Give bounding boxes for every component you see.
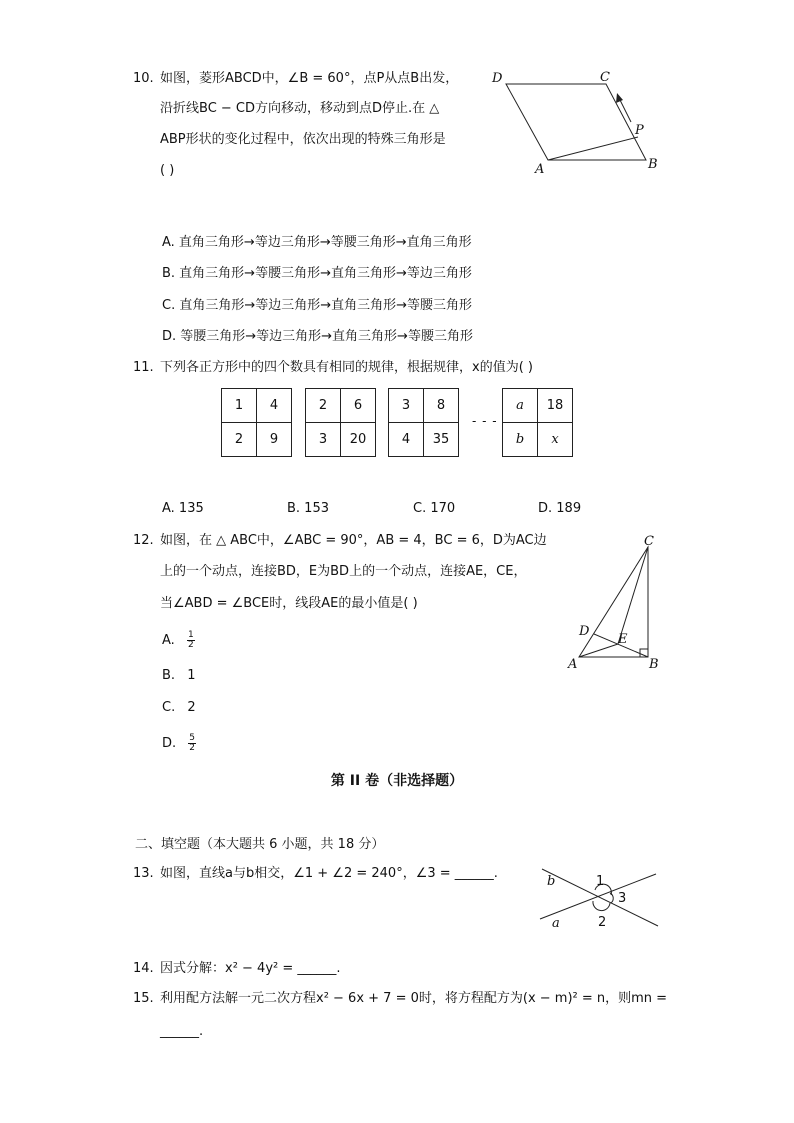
option-letter: B. bbox=[162, 668, 176, 683]
q13-intersecting-lines-figure bbox=[532, 865, 662, 930]
q12-number: 12. bbox=[133, 533, 154, 548]
square-cell: 2 bbox=[306, 389, 341, 423]
square-cell: a bbox=[503, 389, 538, 423]
number-square-2 bbox=[305, 388, 376, 457]
q14-number: 14. bbox=[133, 961, 154, 976]
q12-line-3: 当∠ABD = ∠BCE时，线段AE的最小值是( ) bbox=[160, 596, 418, 611]
rhombus-abcd bbox=[506, 84, 646, 160]
direction-arrow-line bbox=[619, 98, 631, 122]
number-square-4 bbox=[502, 388, 573, 457]
label-d: D bbox=[579, 624, 590, 639]
q10-option-c: C. 直角三角形→等边三角形→直角三角形→等腰三角形 bbox=[162, 298, 473, 313]
fraction-denominator: 2 bbox=[187, 640, 194, 650]
q13-number: 13. bbox=[133, 866, 154, 881]
q11-option-b: B. 153 bbox=[287, 501, 329, 516]
segment-ce bbox=[618, 547, 648, 644]
q10-line-2: 沿折线BC − CD方向移动，移动到点D停止.在 △ bbox=[160, 101, 440, 116]
label-c: C bbox=[644, 534, 654, 549]
square-cell: 6 bbox=[341, 389, 376, 423]
option-value: 1 bbox=[187, 668, 196, 683]
number-square-1 bbox=[221, 388, 292, 457]
q15-line-1: 利用配方法解一元二次方程x² − 6x + 7 = 0时，将方程配方为(x − m)² = n，则mn = bbox=[160, 991, 668, 1006]
label-a: A bbox=[568, 657, 578, 672]
label-a: a bbox=[552, 916, 560, 930]
segment-ap bbox=[548, 137, 638, 160]
q11-option-c: C. 170 bbox=[413, 501, 456, 516]
section-two-heading: 二、填空题（本大题共 6 小题，共 18 分） bbox=[135, 837, 385, 852]
square-cell: 2 bbox=[222, 423, 257, 457]
fraction-denominator: 2 bbox=[189, 743, 196, 753]
label-b: b bbox=[547, 874, 556, 889]
angle-arc-3 bbox=[610, 893, 613, 903]
square-cell: 35 bbox=[424, 423, 459, 457]
label-c: C bbox=[600, 70, 610, 85]
q11-number: 11. bbox=[133, 360, 154, 375]
label-a: A bbox=[535, 162, 545, 177]
option-value: 2 bbox=[187, 700, 196, 715]
q10-option-d: D. 等腰三角形→等边三角形→直角三角形→等腰三角形 bbox=[162, 329, 473, 344]
label-d: D bbox=[492, 71, 503, 86]
q10-option-a: A. 直角三角形→等边三角形→等腰三角形→直角三角形 bbox=[162, 235, 472, 250]
label-p: P bbox=[635, 123, 644, 138]
triangle-abc bbox=[579, 547, 648, 657]
q10-rhombus-figure bbox=[488, 62, 668, 182]
option-letter: C. bbox=[162, 700, 176, 715]
square-cell: x bbox=[538, 423, 573, 457]
option-letter: A. bbox=[162, 633, 175, 648]
q12-option-b bbox=[162, 667, 195, 685]
square-cell: 3 bbox=[389, 389, 424, 423]
q14-text: 因式分解：x² − 4y² = ______. bbox=[160, 961, 341, 976]
q10-line-4: ( ) bbox=[160, 163, 175, 178]
square-cell: 1 bbox=[222, 389, 257, 423]
angle-arc-2 bbox=[593, 901, 610, 911]
q11-text: 下列各正方形中的四个数具有相同的规律，根据规律，x的值为( ) bbox=[160, 360, 533, 375]
label-angle-1: 1 bbox=[596, 874, 605, 889]
square-cell: 8 bbox=[424, 389, 459, 423]
label-e: E bbox=[618, 632, 628, 647]
q12-option-c bbox=[162, 699, 196, 717]
q12-triangle-figure bbox=[560, 530, 670, 675]
label-b: B bbox=[649, 657, 659, 672]
label-angle-2: 2 bbox=[598, 915, 607, 930]
label-b: B bbox=[648, 157, 658, 172]
square-cell: 4 bbox=[257, 389, 292, 423]
label-angle-3: 3 bbox=[618, 891, 627, 906]
fraction-five-halves bbox=[188, 734, 196, 753]
arrow-head-icon bbox=[616, 93, 623, 103]
q13-text: 如图，直线a与b相交，∠1 + ∠2 = 240°，∠3 = ______. bbox=[160, 866, 498, 881]
q12-option-a bbox=[162, 631, 195, 650]
square-cell: b bbox=[503, 423, 538, 457]
square-cell: 3 bbox=[306, 423, 341, 457]
q11-option-a: A. 135 bbox=[162, 501, 204, 516]
option-letter: D. bbox=[162, 736, 177, 751]
part-two-title: 第 II 卷（非选择题） bbox=[330, 773, 464, 789]
number-square-3 bbox=[388, 388, 459, 457]
q12-option-d bbox=[162, 734, 196, 753]
square-cell: 18 bbox=[538, 389, 573, 423]
fraction-one-half bbox=[187, 631, 195, 650]
ellipsis-dashes: - - - bbox=[472, 414, 498, 428]
q10-line-1: 如图，菱形ABCD中，∠B = 60°，点P从点B出发， bbox=[160, 71, 459, 86]
segment-ae bbox=[579, 644, 618, 657]
square-cell: 4 bbox=[389, 423, 424, 457]
square-cell: 9 bbox=[257, 423, 292, 457]
q15-line-2: ______. bbox=[160, 1024, 204, 1039]
q10-number: 10. bbox=[133, 71, 154, 86]
q10-option-b: B. 直角三角形→等腰三角形→直角三角形→等边三角形 bbox=[162, 266, 472, 281]
q12-line-1: 如图，在 △ ABC中，∠ABC = 90°，AB = 4，BC = 6，D为AC边 bbox=[160, 533, 547, 548]
square-cell: 20 bbox=[341, 423, 376, 457]
q15-number: 15. bbox=[133, 991, 154, 1006]
q12-line-2: 上的一个动点，连接BD，E为BD上的一个动点，连接AE，CE， bbox=[160, 564, 527, 579]
fraction-numerator: 5 bbox=[189, 733, 196, 743]
fraction-numerator: 1 bbox=[187, 630, 194, 640]
q10-line-3: ABP形状的变化过程中，依次出现的特殊三角形是 bbox=[160, 132, 446, 147]
q11-option-d: D. 189 bbox=[538, 501, 582, 516]
